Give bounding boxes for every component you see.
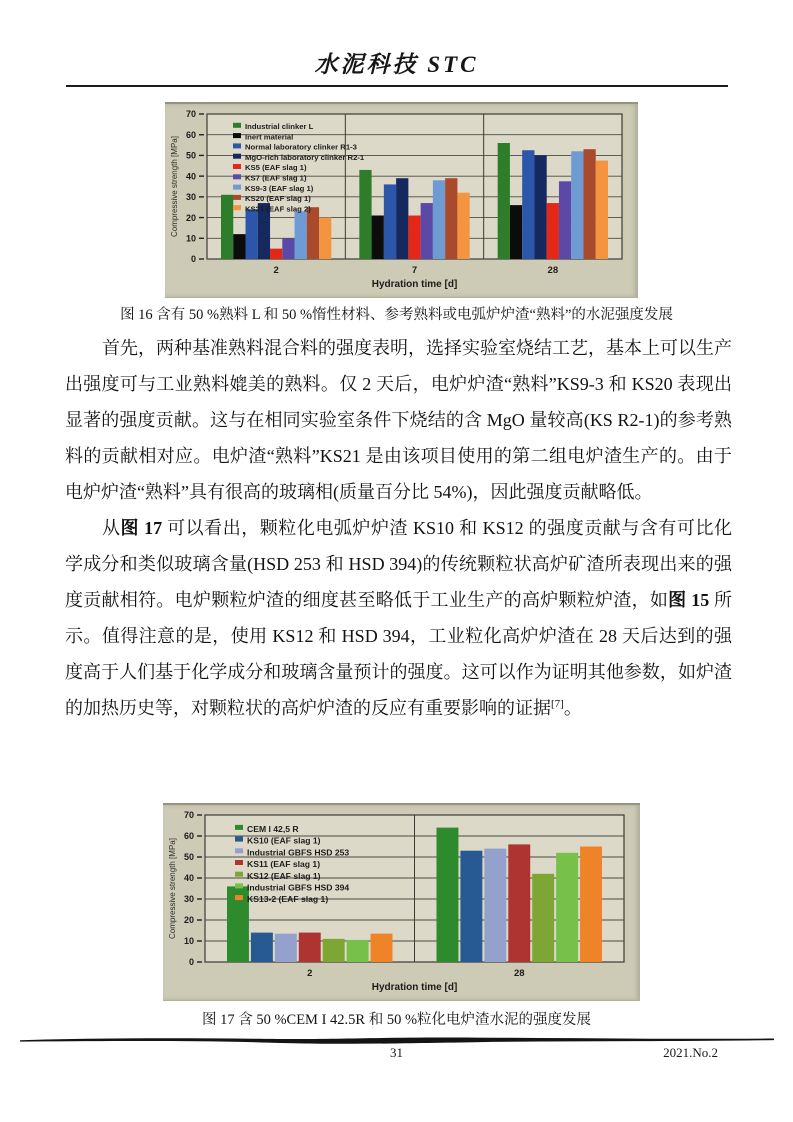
legend-label: KS11 (EAF slag 1) — [247, 859, 321, 870]
bar — [233, 234, 245, 259]
svg-text:40: 40 — [183, 873, 194, 884]
paragraph-2 — [65, 510, 732, 726]
legend-swatch — [235, 837, 243, 842]
legend-swatch — [233, 123, 241, 128]
citation-marker: [7] — [551, 698, 564, 710]
bar — [347, 940, 369, 962]
legend-label: KS21 (EAF slag 2) — [245, 204, 311, 214]
legend-label: Inert material — [245, 132, 294, 142]
bar — [221, 195, 233, 259]
svg-text:Compressive strength [MPa]: Compressive strength [MPa] — [170, 136, 179, 237]
legend-label: Normal laboratory clinker R1-3 — [245, 142, 357, 152]
bar — [319, 218, 331, 259]
legend-swatch — [235, 860, 243, 865]
svg-text:2: 2 — [307, 968, 313, 979]
bar — [246, 209, 258, 259]
bar — [295, 211, 307, 259]
bar — [508, 844, 530, 962]
bar — [396, 178, 408, 259]
text-segment: 可以看出，颗粒化电弧炉炉渣 KS10 和 KS12 的强度贡献与含有可比化学成分和类似玻璃含量(HSD 253 和 HSD 394)的传统颗粒状高炉矿渣所表现出来的强度贡献相符。电炉颗粒炉渣的细度甚至略低于工业生产的高炉颗粒炉渣，如 — [65, 518, 732, 610]
svg-text:20: 20 — [185, 212, 196, 223]
bar — [559, 181, 571, 259]
bar — [522, 150, 534, 259]
svg-text:2: 2 — [273, 265, 279, 276]
bar — [270, 249, 282, 259]
figure-16-caption: 图 16 含有 50 %熟料 L 和 50 %惰性材料、参考熟料或电弧炉炉渣“熟料”的水泥强度发展 — [120, 307, 673, 323]
text-segment: 从 — [102, 518, 121, 538]
legend-label: KS12 (EAF slag 1) — [247, 870, 321, 881]
bar — [457, 193, 469, 259]
svg-text:0: 0 — [188, 957, 194, 968]
legend-label: MgO-rich laboratory clinker R2-1 — [245, 152, 365, 162]
svg-text:Hydration time [d]: Hydration time [d] — [371, 279, 458, 290]
legend-swatch — [233, 164, 241, 169]
bar — [433, 180, 445, 259]
bar — [510, 205, 522, 259]
legend-label: KS5 (EAF slag 1) — [245, 163, 307, 173]
svg-text:28: 28 — [547, 265, 559, 276]
bar — [307, 207, 319, 259]
legend-swatch — [235, 848, 243, 853]
bar — [484, 849, 506, 962]
svg-text:0: 0 — [190, 254, 196, 265]
legend-swatch — [233, 185, 241, 190]
bar — [547, 203, 559, 259]
bar — [498, 143, 510, 259]
legend-swatch — [235, 895, 243, 900]
bar — [556, 853, 578, 962]
legend-label: KS13-2 (EAF slag 1) — [247, 894, 329, 905]
figure-15-reference: 图 15 — [668, 590, 710, 610]
legend-swatch — [233, 195, 241, 200]
bar — [596, 161, 608, 259]
bar — [408, 216, 420, 260]
legend-label: CEM I 42,5 R — [247, 824, 299, 834]
svg-text:Hydration time [d]: Hydration time [d] — [371, 982, 458, 993]
bar — [421, 203, 433, 259]
svg-text:10: 10 — [185, 233, 196, 244]
figure-17-reference: 图 17 — [120, 518, 163, 538]
svg-text:20: 20 — [183, 915, 194, 926]
legend-label: KS9-3 (EAF slag 1) — [245, 183, 314, 193]
text-segment: 。 — [563, 698, 582, 718]
svg-text:40: 40 — [185, 171, 196, 182]
bar — [282, 238, 294, 259]
bar — [460, 851, 482, 962]
bar — [534, 155, 546, 259]
legend-swatch — [233, 205, 241, 210]
bar — [571, 151, 583, 259]
svg-text:60: 60 — [185, 129, 196, 140]
bar — [437, 828, 459, 962]
bar — [580, 847, 602, 963]
bar — [372, 216, 384, 260]
bar — [445, 178, 457, 259]
issue-number: 2021.No.2 — [663, 1045, 718, 1060]
legend-label: KS7 (EAF slag 1) — [245, 173, 307, 183]
body-text — [65, 330, 732, 726]
svg-text:Compressive strength [MPa]: Compressive strength [MPa] — [168, 838, 177, 939]
svg-text:30: 30 — [183, 894, 194, 905]
svg-text:70: 70 — [183, 810, 194, 821]
legend-swatch — [233, 174, 241, 179]
legend-swatch — [235, 872, 243, 877]
legend-label: Industrial clinker L — [245, 122, 314, 131]
svg-text:10: 10 — [183, 936, 194, 947]
legend-swatch — [235, 883, 243, 888]
text-segment: 所示。值得注意的是，使用 KS12 和 HSD 394，工业粒化高炉炉渣在 28 天后达到的强度高于人们基于化学成分和玻璃含量预计的强度。这可以作为证明其他参数，如炉渣的加热历史等，对颗粒状的高炉炉渣的反应有重要影响的证据 — [65, 590, 733, 718]
legend-label: KS20 (EAF slag 1) — [245, 194, 311, 204]
bar — [323, 939, 345, 962]
legend-label: Industrial GBFS HSD 394 — [247, 882, 350, 893]
figure-16-bar-chart — [165, 102, 638, 298]
bar — [384, 184, 396, 259]
svg-text:50: 50 — [183, 852, 194, 863]
svg-text:50: 50 — [185, 150, 196, 161]
header-rule — [66, 85, 728, 87]
legend-label: KS10 (EAF slag 1) — [247, 835, 321, 846]
legend-swatch — [235, 825, 243, 830]
svg-text:70: 70 — [185, 109, 196, 120]
bar — [583, 149, 595, 259]
bar-chart-svg — [163, 805, 640, 1000]
svg-text:28: 28 — [513, 968, 525, 979]
svg-text:60: 60 — [183, 831, 194, 842]
page-number: 31 — [390, 1045, 403, 1060]
figure-17-bar-chart — [163, 803, 640, 1001]
legend-swatch — [233, 143, 241, 148]
bar — [532, 874, 554, 962]
legend-swatch — [233, 154, 241, 159]
legend-label: Industrial GBFS HSD 253 — [247, 847, 350, 858]
paragraph-1: 首先，两种基准熟料混合料的强度表明，选择实验室烧结工艺，基本上可以生产出强度可与工业熟料媲美的熟料。仅 2 天后，电炉炉渣“熟料”KS9-3 和 KS20 表现出显著的强度贡献。这与在相同实验室条件下烧结的含 MgO 量较高(KS R2-1)的参考熟料的贡献相对应。电炉渣“熟料”KS21 是由该项目使用的第二组电炉渣生产的。由于电炉炉渣“熟料”具有很高的玻璃相(质量百分比 54%)，因此强度贡献略低。 — [65, 338, 732, 502]
journal-title: 水泥科技 STC — [314, 52, 479, 77]
figure-17-caption: 图 17 含 50 %CEM I 42.5R 和 50 %粒化电炉渣水泥的强度发展 — [201, 1012, 592, 1028]
legend-swatch — [233, 133, 241, 138]
bar — [359, 170, 371, 259]
bar — [299, 933, 321, 962]
bar — [371, 934, 393, 962]
bar — [275, 934, 297, 962]
bar-chart-svg — [165, 104, 638, 297]
bar — [251, 933, 273, 962]
svg-text:7: 7 — [411, 265, 418, 276]
svg-text:30: 30 — [185, 192, 196, 203]
